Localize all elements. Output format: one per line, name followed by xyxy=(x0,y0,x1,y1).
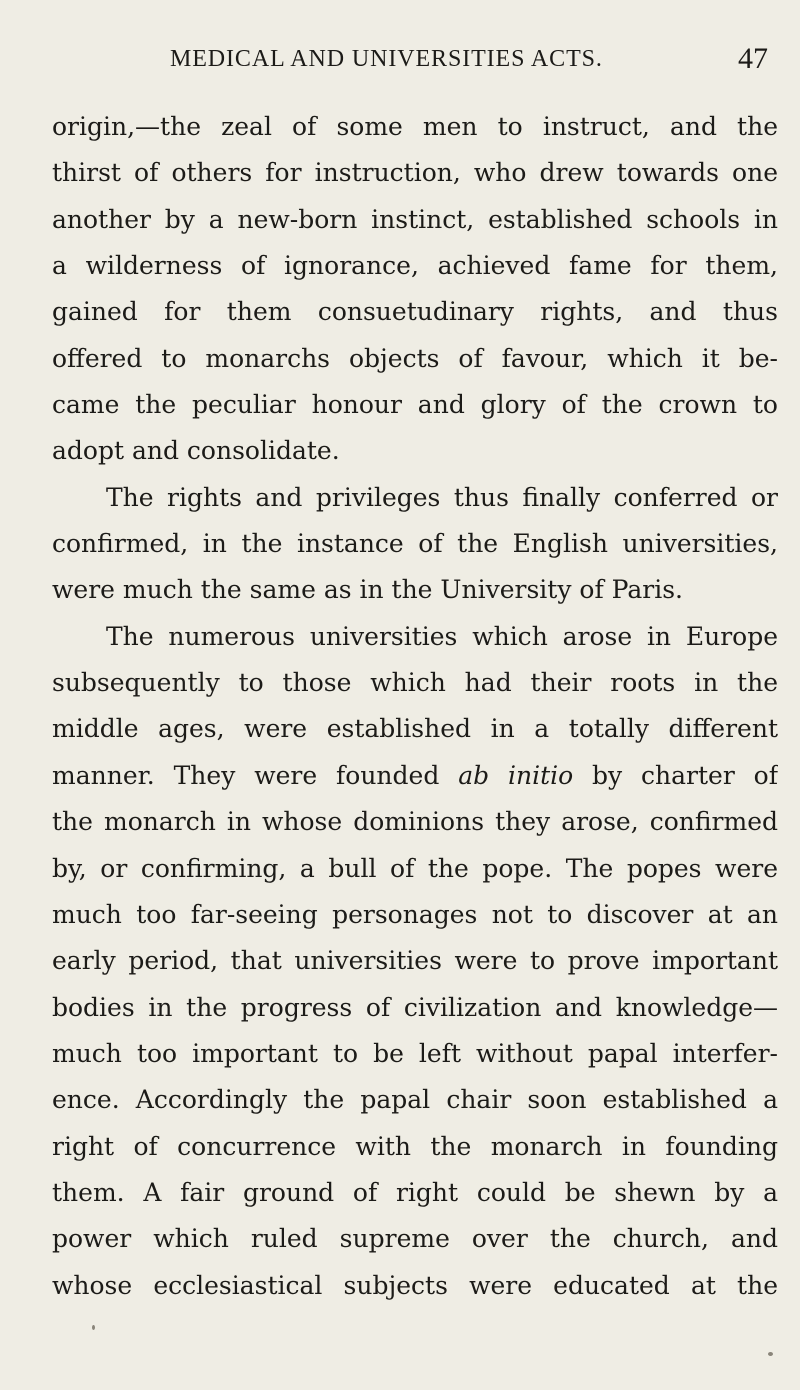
running-head xyxy=(52,42,778,86)
text-line: another by a new-born instinct, established schools in xyxy=(52,204,778,234)
text-line: power which ruled supreme over the church, and xyxy=(52,1224,778,1254)
body-text xyxy=(52,104,778,1309)
paragraph-start-line: The rights and privileges thus finally conferred or xyxy=(106,482,778,512)
text-line: came the peculiar honour and glory of the crown to xyxy=(52,390,778,420)
text-line: gained for them consuetudinary rights, and thus xyxy=(52,297,778,327)
text-line: offered to monarchs objects of favour, which it be- xyxy=(52,343,778,373)
text-line: subsequently to those which had their roots in the xyxy=(52,668,778,698)
page-number: 47 xyxy=(738,42,768,75)
paper-speck xyxy=(768,1352,773,1356)
text-line: thirst of others for instruction, who drew towards one xyxy=(52,158,778,188)
running-title: MEDICAL AND UNIVERSITIES ACTS. xyxy=(170,46,603,72)
text-line: right of concurrence with the monarch in founding xyxy=(52,1131,778,1161)
text-line: early period, that universities were to prove important xyxy=(52,946,778,976)
text-line: much too far-seeing personages not to discover at an xyxy=(52,899,778,929)
text-line: much too important to be left without papal interfer- xyxy=(52,1038,778,1068)
paragraph-start-line: The numerous universities which arose in Europe xyxy=(106,621,778,651)
text-segment: manner. They were founded xyxy=(52,760,459,790)
text-line: adopt and consolidate. xyxy=(52,436,340,466)
text-segment: by charter of xyxy=(573,760,778,790)
text-line: the monarch in whose dominions they arose, confirmed xyxy=(52,807,778,837)
text-line: them. A fair ground of right could be shewn by a xyxy=(52,1177,778,1207)
text-line: middle ages, were established in a totally different xyxy=(52,714,778,744)
text-line: origin,—the zeal of some men to instruct, and the xyxy=(52,112,778,141)
text-line: ence. Accordingly the papal chair soon established a xyxy=(52,1085,778,1115)
text-line: by, or confirming, a bull of the pope. The popes were xyxy=(52,853,778,883)
text-line: were much the same as in the University of Paris. xyxy=(52,575,683,605)
paper-speck xyxy=(92,1325,95,1330)
italic-phrase: ab initio xyxy=(458,760,574,790)
text-line: a wilderness of ignorance, achieved fame for them, xyxy=(52,251,778,281)
text-line: bodies in the progress of civilization and knowledge— xyxy=(52,992,778,1022)
text-line: whose ecclesiastical subjects were educated at the xyxy=(52,1270,778,1300)
text-line: confirmed, in the instance of the English universities, xyxy=(52,529,778,559)
text-line xyxy=(52,753,778,799)
